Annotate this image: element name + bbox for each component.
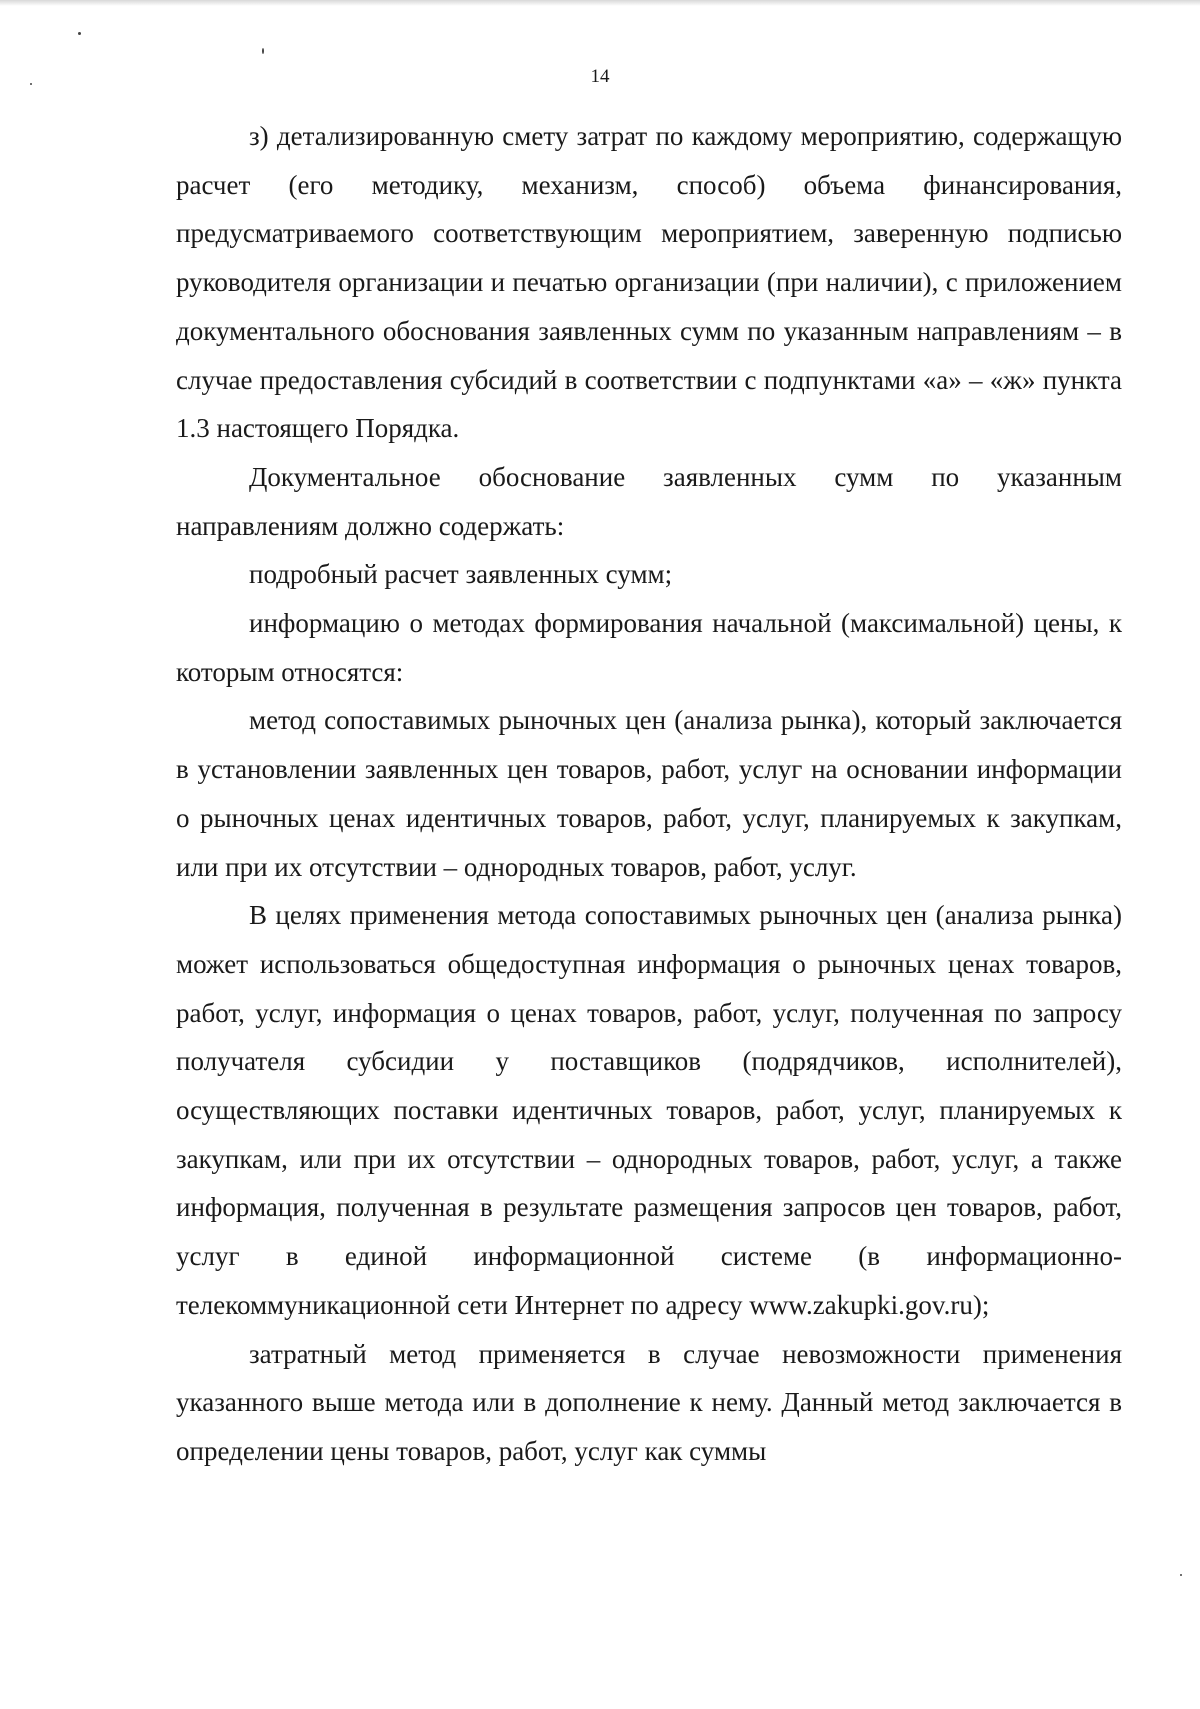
scan-speck	[1180, 1574, 1182, 1576]
page-number: 14	[590, 66, 610, 87]
scan-top-edge	[0, 0, 1200, 6]
paragraph-cost-method: затратный метод применяется в случае невозможности применения указанного выше метода или в дополнение к нему. Данный метод заключается в определении цены товаров, работ, услуг как суммы	[176, 1338, 1122, 1466]
paragraph-documentation: Документальное обоснование заявленных сумм по указанным направлениям должно содержать:	[176, 461, 1122, 541]
paragraph-detailed-calculation: подробный расчет заявленных сумм;	[249, 559, 673, 590]
paragraph-market-analysis: В целях применения метода сопоставимых рыночных цен (анализа рынка) может использоваться общедоступная информация о рыночных ценах товаров, работ, услуг, информация о ценах товаров, работ, услуг, полученная по запросу получателя субсидии у поставщиков (подрядчиков, исполнителей), осуществляющих поставки идентичных товаров, работ, услуг, планируемых к закупкам, или при их отсутствии – однородных товаров, работ, услуг, а также информация, полученная в результате размещения запросов цен товаров, работ, услуг в единой информационной системе (в информационно-телекоммуникационной сети Интернет по адресу www.zakupki.gov.ru);	[176, 900, 1122, 1320]
scan-speck	[262, 48, 264, 54]
paragraph-estimate: з) детализированную смету затрат по каждому мероприятию, содержащую расчет (его методику, механизм, способ) объема финансирования, предусматриваемого соответствующим мероприятием, заверенную подписью руководителя организации и печатью организации (при наличии), с приложением документального обоснования заявленных сумм по указанным направлениям – в случае предоставления субсидий в соответствии с подпунктами «а» – «ж» пункта 1.3 настоящего Порядка.	[176, 121, 1122, 444]
document-body	[176, 112, 1122, 1476]
scan-speck	[78, 32, 81, 35]
paragraph-price-methods: информацию о методах формирования начальной (максимальной) цены, к которым относятся:	[176, 608, 1122, 687]
paragraph-market-method: метод сопоставимых рыночных цен (анализа рынка), который заключается в установлении заявленных цен товаров, работ, услуг на основании информации о рыночных ценах идентичных товаров, работ, услуг, планируемых к закупкам, или при их отсутствии – однородных товаров, работ, услуг.	[176, 705, 1122, 882]
